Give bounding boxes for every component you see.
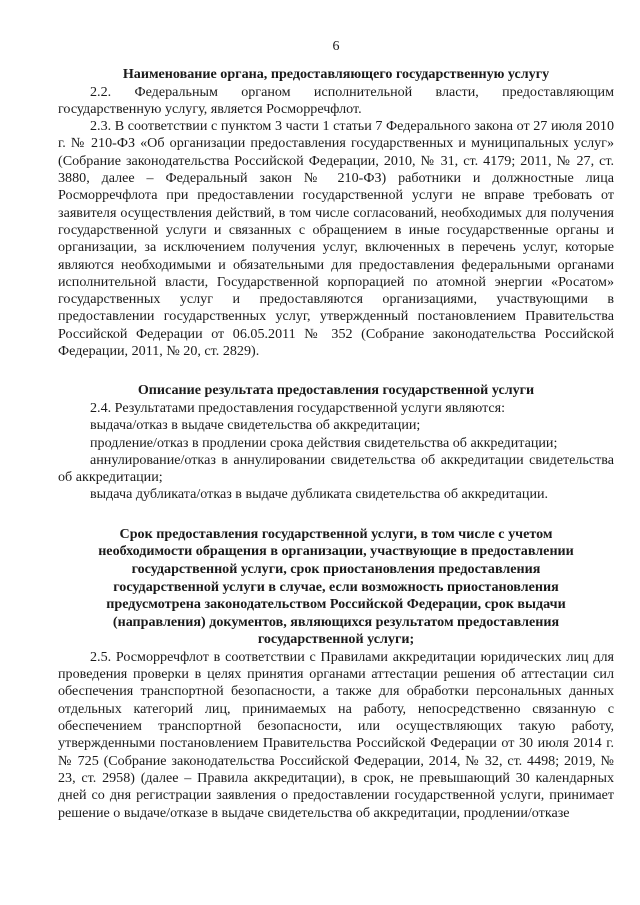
heading-line: государственной услуги в случае, если возможность приостановления xyxy=(113,578,559,595)
heading-line: (направления) документов, являющихся результатом предоставления xyxy=(112,613,560,630)
section-heading-result: Описание результата предоставления государственной услуги xyxy=(137,382,535,399)
result-item: продление/отказ в продлении срока действия свидетельства об аккредитации; xyxy=(90,434,558,451)
section-heading-authority: Наименование органа, предоставляющего государственную услугу xyxy=(122,66,550,82)
heading-line: предусмотрена законодательством Российской Федерации, срок выдачи xyxy=(106,596,566,613)
result-item: аннулирование/отказ в аннулировании свидетельства об аккредитации свидетельства об аккредитации; xyxy=(58,451,614,486)
result-item: выдача/отказ в выдаче свидетельства об аккредитации; xyxy=(90,417,421,434)
result-item: выдача дубликата/отказ в выдаче дубликата свидетельства об аккредитации. xyxy=(90,486,549,503)
page-number: 6 xyxy=(332,39,340,54)
paragraph-2-2: 2.2. Федеральным органом исполнительной власти, предоставляющим государственную услугу, является Росморречфлот. xyxy=(58,83,614,117)
heading-line: государственной услуги, срок приостановления предоставления xyxy=(131,560,541,577)
heading-line: необходимости обращения в организации, участвующие в предоставлении xyxy=(98,543,574,560)
paragraph-2-5: 2.5. Росморречфлот в соответствии с Правилами аккредитации юридических лиц для проведения проверки в целях принятия органами аттестации решения об аттестации сил обеспечения транспортной безопасности, а также для обработки персональных данных отдельных категорий лиц, принимаемых на работу, непосредственно связанную с обеспечением транспортной безопасности, или осуществляющих такую работу, утвержденными постановлением Правительства Российской Федерации от 30 июля 2014 г. № 725 (Собрание законодательства Российской Федерации, 2014, № 32, ст. 4498; 2019, № 23, ст. 2958) (далее – Правила аккредитации), в срок, не превышающий 30 календарных дней со дня регистрации заявления о предоставлении государственной услуги, принимает решение о выдаче/отказе в выдаче свидетельства об аккредитации, продлении/отказе xyxy=(58,648,614,821)
section-heading-term xyxy=(58,526,614,649)
heading-line: государственной услуги; xyxy=(257,631,415,648)
paragraph-2-4: 2.4. Результатами предоставления государственной услуги являются: xyxy=(90,399,506,416)
paragraph-2-3: 2.3. В соответствии с пунктом 3 части 1 статьи 7 Федерального закона от 27 июля 2010 г. № 210-ФЗ «Об организации предоставления государственных и муниципальных услуг» (Собрание законодательства Российской Федерации, 2010, № 31, ст. 4179; 2011, № 27, ст. 3880, далее – Федеральный закон № 210-ФЗ) работники и должностные лица Росморречфлота при предоставлении государственной услуги не вправе требовать от заявителя осуществления действий, в том числе согласований, необходимых для получения государственной услуги и связанных с обращением в иные государственные органы и организации, за исключением получения услуг, включенных в перечень услуг, которые являются необходимыми и обязательными для предоставления федеральными органами исполнительной власти, Государственной корпорацией по атомной энергии «Росатом» государственных услуг и предоставляются организациями, участвующими в предоставлении государственных услуг, утвержденный постановлением Правительства Российской Федерации от 06.05.2011 № 352 (Собрание законодательства Российской Федерации, 2011, № 20, ст. 2829). xyxy=(58,118,614,360)
heading-line: Срок предоставления государственной услуги, в том числе с учетом xyxy=(119,525,553,542)
